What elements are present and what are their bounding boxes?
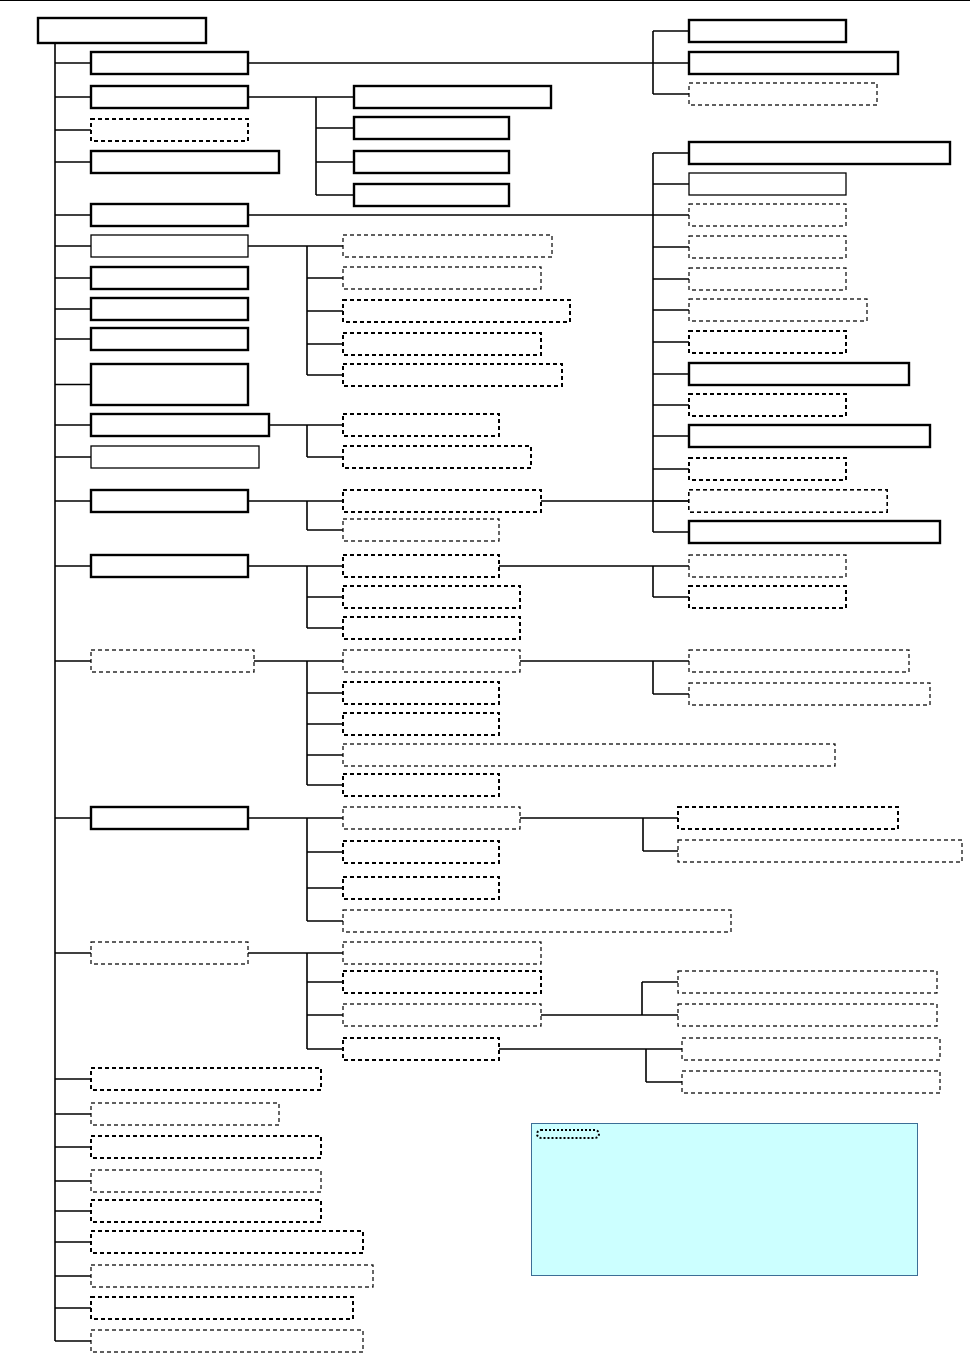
node-box-n13	[91, 490, 248, 512]
node-box-n40	[689, 331, 846, 353]
node-box-n30	[354, 86, 551, 108]
node-box-n71	[343, 877, 499, 899]
node-box-n33	[354, 184, 509, 206]
node-box-n4	[91, 151, 279, 173]
node-box-n11	[91, 414, 269, 436]
node-box-n41	[689, 363, 909, 385]
node-box-n73	[678, 807, 898, 829]
node-box-n3	[91, 119, 248, 141]
node-box-n77	[343, 1004, 541, 1026]
node-box-n74	[678, 840, 962, 862]
node-box-n23	[91, 1231, 363, 1253]
node-box-n24	[91, 1265, 373, 1287]
legend-sample-dotted-box	[536, 1129, 600, 1139]
node-box-n78	[343, 1038, 499, 1060]
node-box-n15	[91, 650, 254, 672]
node-box-n31	[354, 117, 509, 139]
node-box-n55	[689, 490, 887, 512]
node-box-n34	[689, 142, 950, 164]
node-box-n63	[343, 682, 499, 704]
node-box-n14	[91, 555, 248, 577]
node-box-n12	[91, 446, 259, 468]
node-box-n5	[91, 204, 248, 226]
node-box-n57	[343, 555, 499, 577]
node-box-n29	[689, 83, 877, 105]
node-box-n62	[343, 650, 520, 672]
node-box-n79	[678, 971, 937, 993]
node-box-n17	[91, 942, 248, 964]
node-box-n82	[682, 1071, 940, 1093]
node-box-n69	[343, 807, 520, 829]
node-box-n22	[91, 1200, 321, 1222]
node-box-n35	[689, 173, 846, 195]
node-box-n44	[689, 458, 846, 480]
node-box-n48	[343, 300, 570, 322]
node-box-n6	[91, 235, 248, 257]
node-box-n56	[689, 521, 940, 543]
node-box-n50	[343, 364, 562, 386]
node-box-n39	[689, 299, 867, 321]
node-box-n67	[689, 650, 909, 672]
node-box-n37	[689, 236, 846, 258]
node-box-n53	[343, 490, 541, 512]
node-box-n20	[91, 1136, 321, 1158]
node-box-n54	[343, 519, 499, 541]
node-box-n80	[678, 1004, 937, 1026]
node-box-n75	[343, 942, 541, 964]
node-box-n16	[91, 807, 248, 829]
node-box-n72	[343, 910, 731, 932]
node-box-n42	[689, 394, 846, 416]
node-box-n32	[354, 151, 509, 173]
node-box-n59	[343, 617, 520, 639]
node-box-n27	[689, 20, 846, 42]
node-box-n18	[91, 1068, 321, 1090]
node-box-n28	[689, 52, 898, 74]
node-box-n47	[343, 267, 541, 289]
node-box-n25	[91, 1297, 353, 1319]
node-box-n49	[343, 333, 541, 355]
node-box-n26	[91, 1330, 363, 1352]
node-box-n65	[343, 744, 835, 766]
node-box-n21	[91, 1170, 321, 1192]
node-box-n43	[689, 425, 930, 447]
node-box-n10	[91, 364, 248, 405]
legend-box	[531, 1123, 918, 1276]
node-box-n60	[689, 555, 846, 577]
node-box-n19	[91, 1103, 279, 1125]
node-box-n9	[91, 328, 248, 350]
node-box-n76	[343, 971, 541, 993]
node-box-n8	[91, 298, 248, 320]
node-box-n46	[343, 235, 552, 257]
node-box-n81	[682, 1038, 940, 1060]
node-box-n36	[689, 204, 846, 226]
node-box-n58	[343, 586, 520, 608]
node-box-n1	[91, 52, 248, 74]
node-box-n52	[343, 446, 531, 468]
node-box-n51	[343, 414, 499, 436]
node-box-n70	[343, 841, 499, 863]
node-box-n68	[689, 683, 930, 705]
node-box-n38	[689, 268, 846, 290]
node-box-n7	[91, 267, 248, 289]
node-box-root	[38, 18, 206, 43]
node-box-n64	[343, 713, 499, 735]
node-box-n66	[343, 774, 499, 796]
node-box-n61	[689, 586, 846, 608]
node-box-n2	[91, 86, 248, 108]
